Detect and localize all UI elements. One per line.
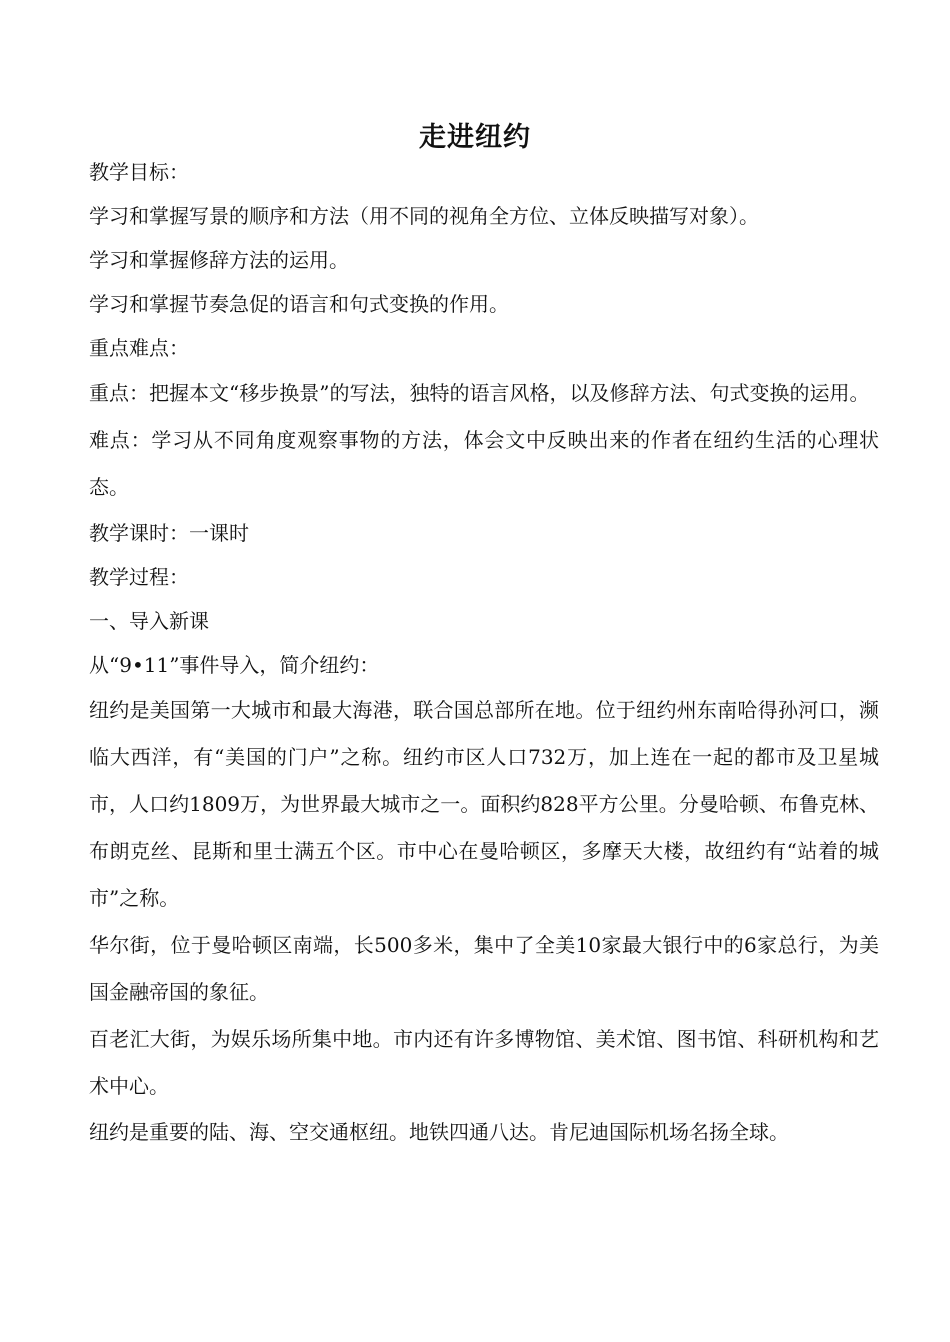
document-title: 走进纽约 bbox=[419, 122, 531, 153]
paragraph-wall-street: 华尔街，位于曼哈顿区南端，长500多米，集中了全美10家最大银行中的6家总行，为美国金融帝国的象征。 bbox=[89, 933, 879, 1004]
paragraph-teaching-goals-heading: 教学目标： bbox=[89, 160, 189, 184]
paragraph-key-points-heading: 重点难点： bbox=[89, 336, 189, 360]
paragraph-goal-2: 学习和掌握修辞方法的运用。 bbox=[89, 248, 349, 272]
paragraph-section-intro: 一、导入新课 bbox=[89, 609, 209, 633]
paragraph-intro-lead: 从“9•11”事件导入，简介纽约： bbox=[89, 653, 380, 677]
paragraph-teaching-process-heading: 教学过程： bbox=[89, 565, 189, 589]
paragraph-goal-1: 学习和掌握写景的顺序和方法（用不同的视角全方位、立体反映描写对象）。 bbox=[89, 204, 759, 228]
paragraph-key-point: 重点：把握本文“移步换景”的写法，独特的语言风格，以及修辞方法、句式变换的运用。 bbox=[89, 381, 870, 405]
document-body bbox=[89, 150, 879, 1154]
paragraph-transportation: 纽约是重要的陆、海、空交通枢纽。地铁四通八达。肯尼迪国际机场名扬全球。 bbox=[89, 1120, 789, 1144]
paragraph-class-hours: 教学课时：一课时 bbox=[89, 521, 249, 545]
paragraph-difficult-point: 难点：学习从不同角度观察事物的方法，体会文中反映出来的作者在纽约生活的心理状态。 bbox=[89, 428, 879, 499]
paragraph-goal-3: 学习和掌握节奏急促的语言和句式变换的作用。 bbox=[89, 292, 509, 316]
paragraph-new-york-overview: 纽约是美国第一大城市和最大海港，联合国总部所在地。位于纽约州东南哈得孙河口，濒临大西洋，有“美国的门户”之称。纽约市区人口732万，加上连在一起的都市及卫星城市，人口约1809万，为世界最大城市之一。面积约828平方公里。分曼哈顿、布鲁克林、布朗克丝、昆斯和里士满五个区。市中心在曼哈顿区，多摩天大楼，故纽约有“站着的城市”之称。 bbox=[89, 698, 879, 910]
paragraph-broadway: 百老汇大街，为娱乐场所集中地。市内还有许多博物馆、美术馆、图书馆、科研机构和艺术中心。 bbox=[89, 1027, 879, 1098]
